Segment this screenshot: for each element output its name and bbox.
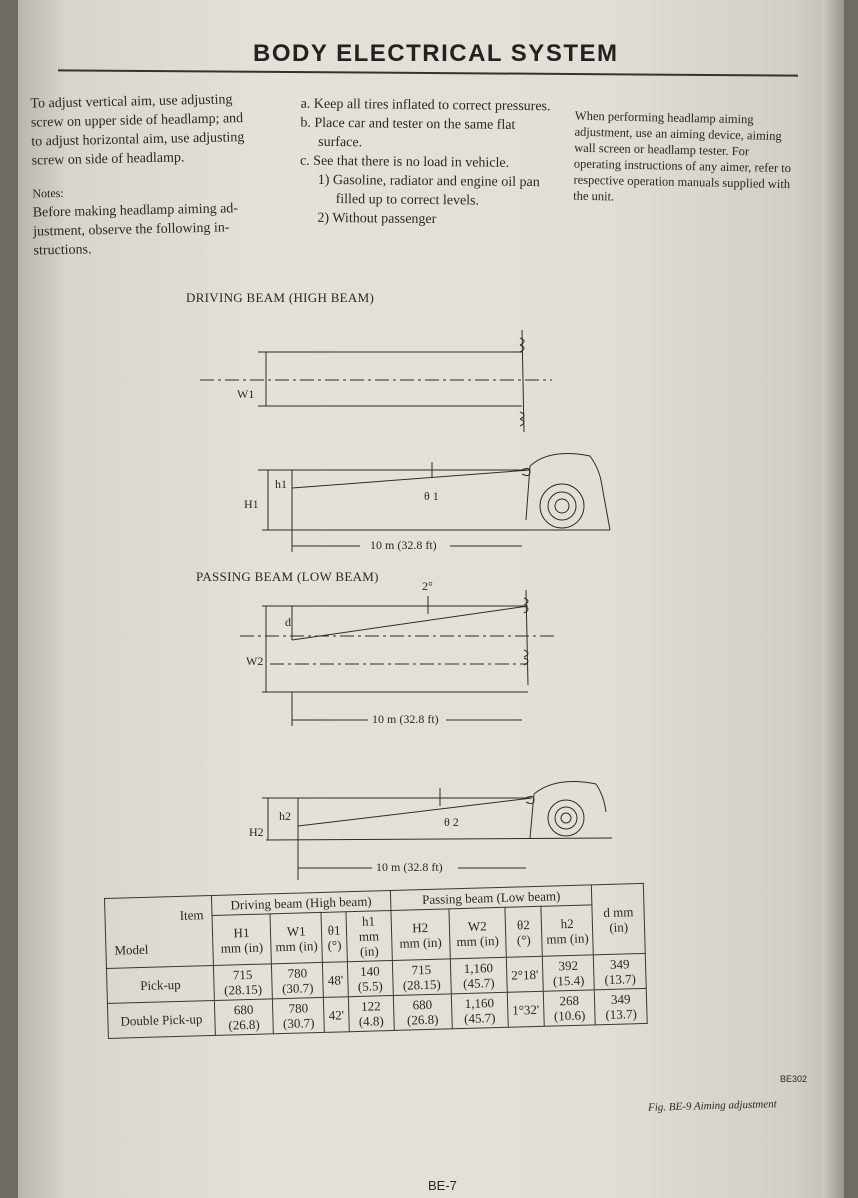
w1-cell: 780 (30.7) — [272, 997, 324, 1033]
h2-upper-label: H2 — [249, 825, 264, 839]
figure-code: BE302 — [780, 1074, 808, 1084]
col-header-h2: H2 mm (in) — [391, 909, 450, 961]
table-corner-cell — [105, 895, 214, 968]
instruction-item: c. See that there is no load in vehicle. — [299, 153, 510, 171]
h1-lower-label: h1 — [275, 477, 287, 491]
w1-label: W1 — [237, 387, 255, 401]
theta2-cell: 2°18' — [506, 956, 543, 992]
theta2-cell: 1°32' — [507, 991, 544, 1027]
intro-line: to adjust horizontal aim, use adjusting — [31, 130, 245, 150]
driving-beam-caption: DRIVING BEAM (HIGH BEAM) — [186, 290, 375, 305]
notes-line: Before making headlamp aiming ad- — [32, 201, 239, 221]
h1-upper-label: H1 — [244, 497, 259, 511]
driving-wall-view — [200, 330, 552, 432]
w1-cell: 780 (30.7) — [271, 962, 323, 998]
theta1-cell: 48' — [323, 962, 348, 998]
page-title: BODY ELECTRICAL SYSTEM — [253, 40, 619, 67]
d-cell: 349 (13.7) — [594, 953, 647, 989]
col-header-h2-small: h2 mm (in) — [541, 905, 594, 956]
h1-cell: 680 (26.8) — [214, 999, 273, 1036]
col-header-theta2: θ2 (°) — [505, 906, 542, 957]
h1-small-cell: 122 (4.8) — [348, 995, 394, 1031]
driving-distance-label: 10 m (32.8 ft) — [370, 538, 437, 552]
intro-line: screw on side of headlamp. — [31, 150, 185, 169]
w2-label: W2 — [246, 654, 264, 668]
intro-line: To adjust vertical aim, use adjusting — [30, 92, 233, 112]
col-header-theta1: θ1 (°) — [321, 912, 347, 963]
passing-side-distance-label: 10 m (32.8 ft) — [376, 860, 443, 874]
passing-wall-distance-label: 10 m (32.8 ft) — [372, 712, 439, 726]
passing-side-view — [249, 782, 612, 880]
d-cell: 349 (13.7) — [595, 988, 648, 1024]
driving-beam-group-header: Driving beam (High beam) — [211, 891, 390, 916]
col-header-w1: W1 mm (in) — [270, 912, 323, 963]
notes-label: Notes: — [32, 185, 64, 201]
theta1-cell: 42' — [324, 997, 349, 1033]
passing-wall-view — [240, 579, 555, 726]
intro-line: screw on upper side of headlamp; and — [30, 111, 244, 131]
corner-model-label: Model — [114, 941, 149, 958]
figure-caption: Fig. BE-9 Aiming adjustment — [647, 1098, 777, 1114]
h2-small-cell: 268 (10.6) — [543, 990, 595, 1026]
notes-line: structions. — [33, 242, 92, 259]
col-header-w2: W2 mm (in) — [449, 907, 507, 959]
aiming-spec-table — [104, 883, 648, 1039]
theta2-label: θ 2 — [444, 815, 459, 829]
h2-cell: 715 (28.15) — [392, 959, 451, 996]
instruction-item: a. Keep all tires inflated to correct pressures. — [300, 96, 551, 115]
two-degree-label: 2° — [422, 579, 433, 593]
h1-small-cell: 140 (5.5) — [347, 960, 393, 996]
h2-small-cell: 392 (15.4) — [542, 955, 594, 991]
passing-beam-caption: PASSING BEAM (LOW BEAM) — [196, 569, 379, 584]
d-label: d — [285, 615, 291, 629]
aimer-note: When performing headlamp aiming adjustment, use an aiming device, aiming wall screen or headlamp tester. For operating instructions of any aimer, refer to respective operation manuals supplied with the unit. — [573, 108, 792, 204]
instruction-subitem: 1) Gasoline, radiator and engine oil pan filled up to correct levels. — [317, 172, 540, 209]
page-number: BE-7 — [428, 1178, 457, 1193]
h1-cell: 715 (28.15) — [213, 964, 272, 1001]
w2-cell: 1,160 (45.7) — [450, 957, 507, 994]
col-header-h1: H1 mm (in) — [212, 914, 271, 966]
w2-cell: 1,160 (45.7) — [451, 992, 508, 1029]
theta1-label: θ 1 — [424, 489, 439, 503]
d-column-header: d mm (in) — [592, 883, 645, 954]
passing-beam-group-header: Passing beam (Low beam) — [390, 885, 592, 911]
notes-line: justment, observe the following in- — [33, 220, 230, 240]
model-cell: Pick-up — [106, 965, 214, 1003]
instruction-subitem: 2) Without passenger — [317, 210, 437, 228]
col-header-h1-small: h1 mm (in) — [346, 910, 392, 961]
h2-cell: 680 (26.8) — [393, 994, 452, 1031]
corner-item-label: Item — [179, 906, 204, 923]
model-cell: Double Pick-up — [107, 1000, 215, 1038]
driving-side-view — [244, 454, 610, 552]
h2-lower-label: h2 — [279, 809, 291, 823]
instruction-item: b. Place car and tester on the same flat surface. — [300, 115, 516, 151]
